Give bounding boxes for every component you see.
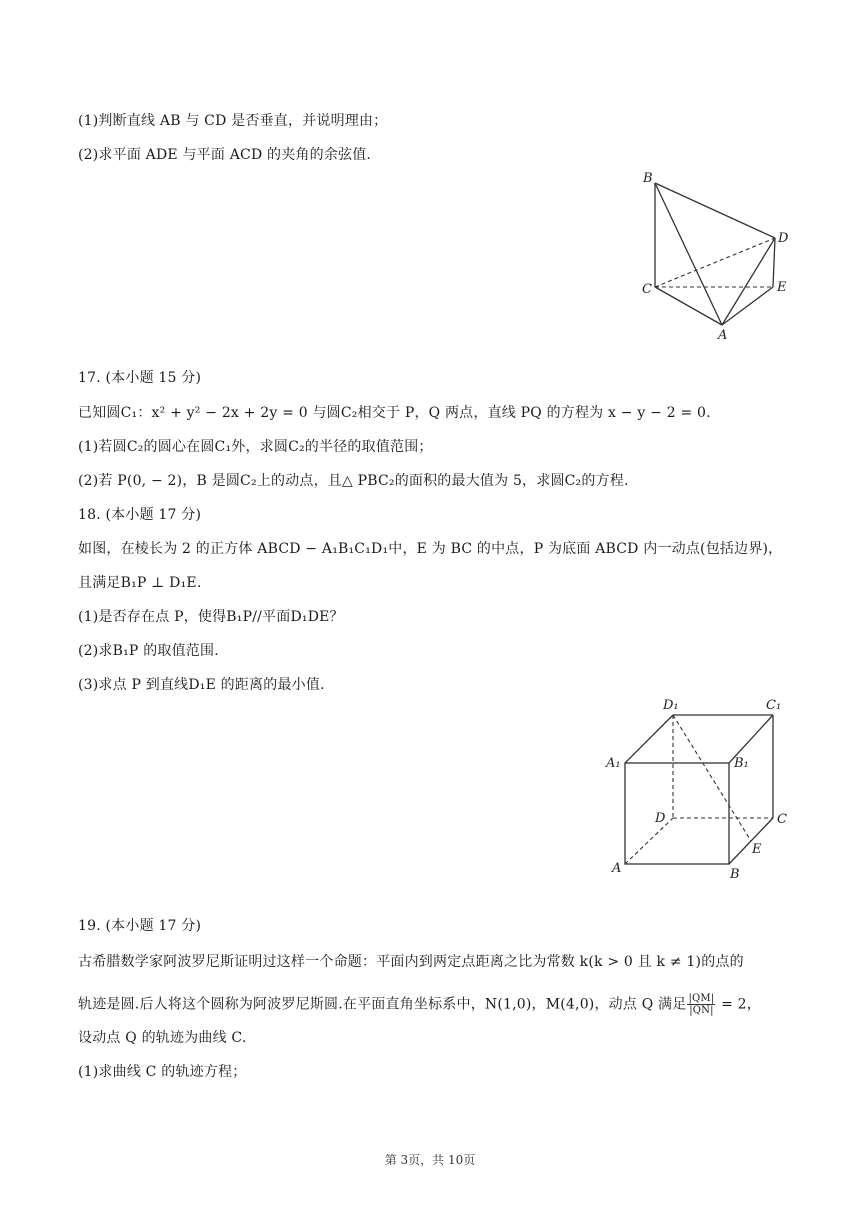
problem16-q2: (2)求平面 ADE 与平面 ACD 的夹角的余弦值. xyxy=(78,147,372,163)
problem19-stem-line2 xyxy=(78,993,761,1016)
problem17-stem: 已知圆C₁：x² + y² − 2x + 2y = 0 与圆C₂相交于 P，Q 两点，直线 PQ 的方程为 x − y − 2 = 0. xyxy=(78,405,711,421)
problem17-q2: (2)若 P(0, − 2)，B 是圆C₂上的动点，且△ PBC₂的面积的最大值为 5，求圆C₂的方程. xyxy=(78,473,629,489)
fraction-qm-qn xyxy=(687,993,715,1016)
problem17-q1: (1)若圆C₂的圆心在圆C₁外，求圆C₂的半径的取值范围； xyxy=(78,439,433,455)
label-B: B xyxy=(730,867,740,880)
problem17-header: 17. (本小题 15 分) xyxy=(78,370,202,386)
problem19-stem-line1: 古希腊数学家阿波罗尼斯证明过这样一个命题：平面内到两定点距离之比为常数 k(k > 0 且 k ≠ 1)的点的 xyxy=(78,954,744,970)
label-E: E xyxy=(752,842,762,857)
problem19-stem-line3: 设动点 Q 的轨迹为曲线 C. xyxy=(78,1030,247,1046)
label-A: A xyxy=(612,861,622,876)
problem18-q1: (1)是否存在点 P，使得B₁P//平面D₁DE？ xyxy=(78,609,344,625)
figure-cube xyxy=(600,690,800,880)
label-C1: C₁ xyxy=(766,698,782,713)
problem19-header: 19. (本小题 17 分) xyxy=(78,918,202,934)
label-A1: A₁ xyxy=(606,756,621,771)
label-C: C xyxy=(642,282,652,297)
label-D: D xyxy=(655,811,666,826)
problem19-q1: (1)求曲线 C 的轨迹方程； xyxy=(78,1064,247,1080)
problem18-q2: (2)求B₁P 的取值范围. xyxy=(78,643,219,659)
problem18-stem-line1: 如图，在棱长为 2 的正方体 ABCD − A₁B₁C₁D₁中，E 为 BC 的中点，P 为底面 ABCD 内一动点(包括边界)， xyxy=(78,541,783,557)
label-A: A xyxy=(718,328,728,343)
problem19-stem-line2-end: = 2， xyxy=(716,996,761,1013)
problem18-q3: (3)求点 P 到直线D₁E 的距离的最小值. xyxy=(78,677,325,693)
label-D1: D₁ xyxy=(663,698,679,713)
problem18-header: 18. (本小题 17 分) xyxy=(78,507,202,523)
page-footer: 第 3页，共 10页 xyxy=(384,1153,476,1167)
label-B: B xyxy=(643,171,653,186)
figure-pyramid xyxy=(632,165,802,345)
problem18-stem-line2: 且满足B₁P ⊥ D₁E. xyxy=(78,575,202,591)
label-D: D xyxy=(778,231,789,246)
label-E: E xyxy=(777,280,787,295)
problem16-q1: (1)判断直线 AB 与 CD 是否垂直，并说明理由； xyxy=(78,113,388,129)
label-C: C xyxy=(777,812,787,827)
fraction-denominator: |QN| xyxy=(689,1005,714,1016)
fraction-numerator: |QM| xyxy=(688,993,715,1004)
problem19-stem-line2-text: 轨迹是圆.后人将这个圆称为阿波罗尼斯圆.在平面直角坐标系中，N(1,0)，M(4,0)，动点 Q 满足 xyxy=(78,996,687,1013)
label-B1: B₁ xyxy=(734,756,749,771)
